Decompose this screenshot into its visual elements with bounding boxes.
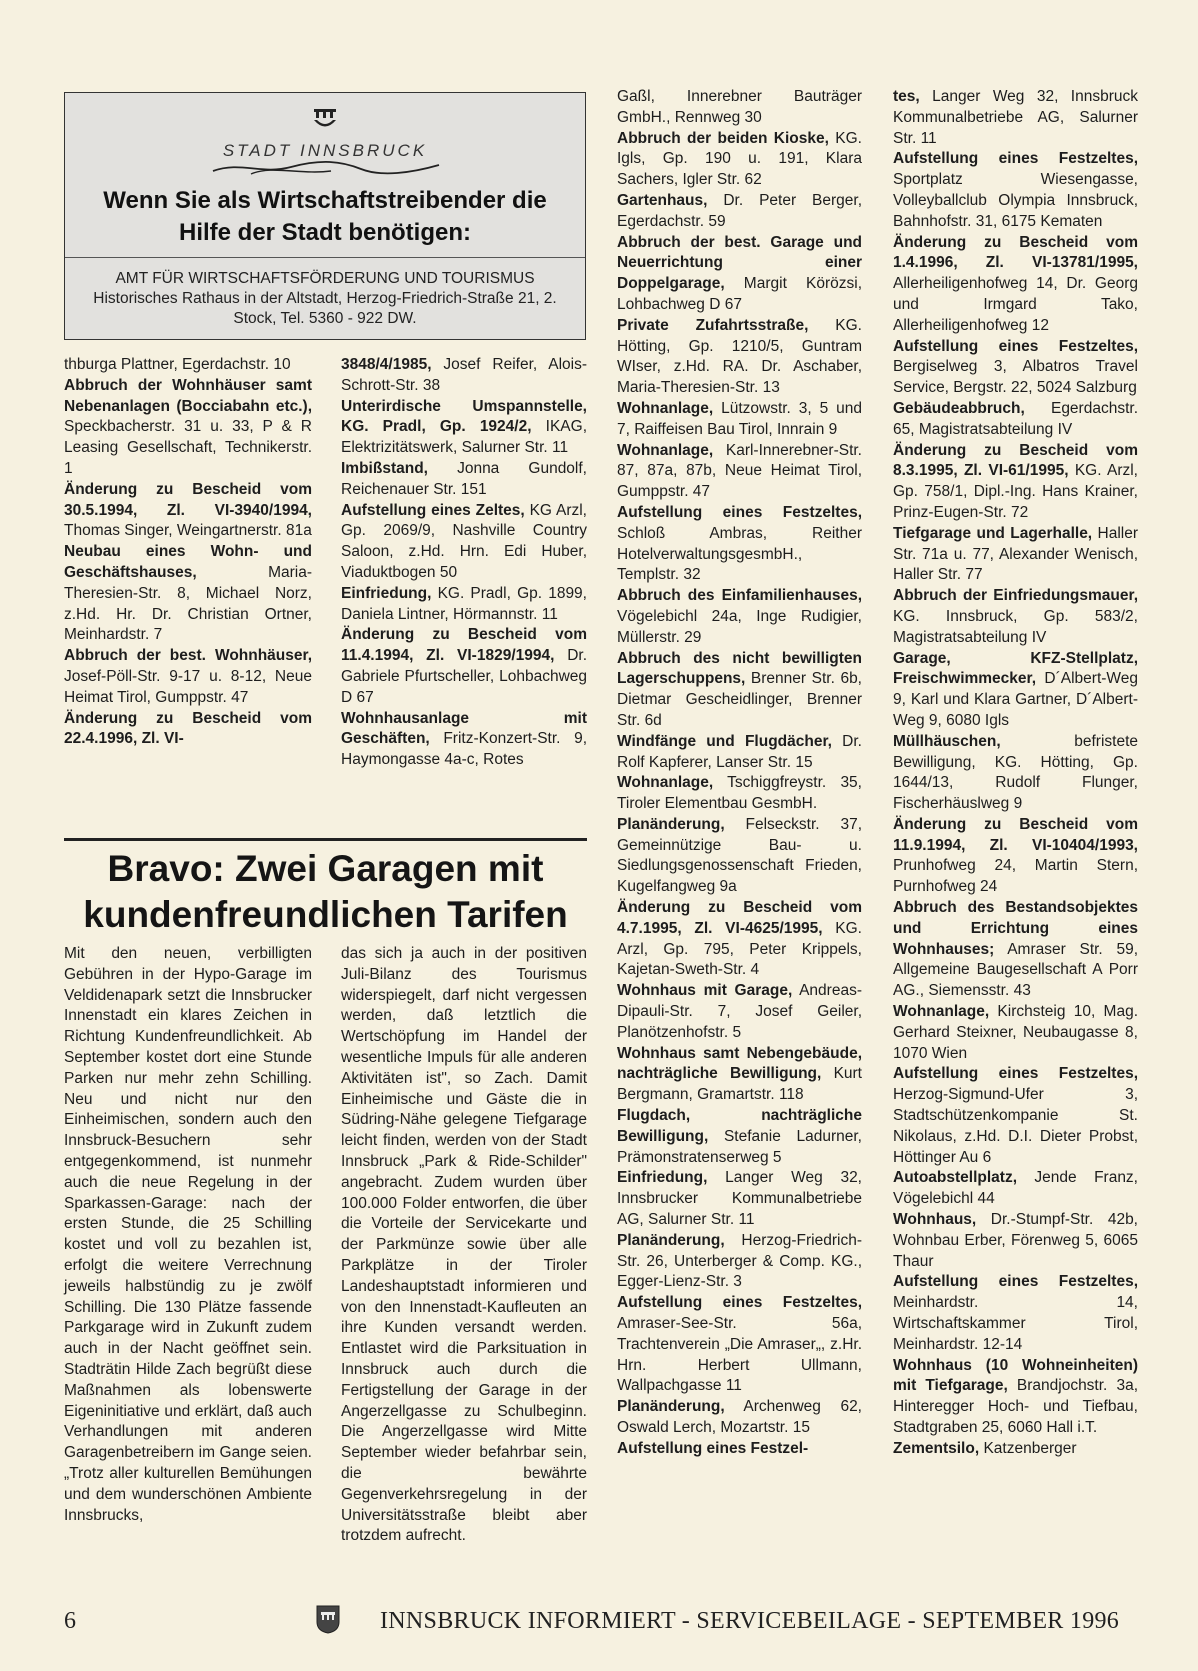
listing-title: Aufstellung eines Festzeltes, bbox=[893, 1065, 1138, 1083]
article-body-col1: Mit den neuen, verbilligten Gebühren in der Hypo-Garage im Veldidenapark setzt die Innsbrucker Innenstadt ein klares Zeichen in Richtung Kundenfreundlichkeit. Ab September kostet dort eine Stunde Parken nur mehr zehn Schilling. Neu und nicht nur den Einheimischen, sondern auch den Innsbruck-Besuchern sehr entgegenkommend, ist nunmehr auch die neue Regelung in der Sparkassen-Garage: nach der ersten Stunde, die 25 Schilling kostet und voll zu bezahlen ist, erfolgt die weitere Verrechnung jeweils halbstündig zu je zwölf Schilling. Die 130 Plätze fassende Parkgarage wird in Zukunft zudem auch in der Nacht geöffnet sein. Stadträtin Hilde Zach begrüßt diese Maßnahmen als lobenswerte Eigeninitiative und erklärt, daß auch Verhandlungen mit anderen Garagenbetreibern im Gange seien. „Trotz aller kulturellen Bemühungen und dem wunderschönen Ambiente Innsbrucks, bbox=[64, 945, 312, 1524]
listing-title: Aufstellung eines Festzel- bbox=[617, 1439, 809, 1457]
listing-title: Abbruch der Wohnhäuser samt Nebenanlagen (Bocciabahn etc.), bbox=[64, 376, 312, 415]
listing-details: Herzog-Sigmund-Ufer 3, Stadtschützenkompanie St. Nikolaus, z.Hd. D.I. Dieter Probst, Höttinger Au 6 bbox=[893, 1086, 1138, 1166]
listing-entry bbox=[617, 233, 862, 316]
listing-title: Wohnanlage, bbox=[617, 399, 714, 417]
listing-title: Wohnanlage, bbox=[617, 774, 714, 792]
advertisement-box bbox=[64, 92, 586, 340]
listing-entry bbox=[617, 1044, 862, 1106]
listing-title: Aufstellung eines Festzeltes, bbox=[893, 150, 1138, 168]
listing-title: Windfänge und Flugdächer, bbox=[617, 732, 832, 750]
article-body-col2: das sich ja auch in der positiven Juli-Bilanz des Tourismus widerspiegelt, darf nicht vergessen werden, daß letztlich die Wertschöpfung im Handel der wesentliche Impuls für alle anderen Aktivitäten ist", so Zach. Damit Einheimische und Gäste die in Südring-Nähe gelegene Tiefgarage leicht finden, werden von der Stadt Innsbruck „Park & Ride-Schilder" angebracht. Zudem wurden über 100.000 Folder entworfen, die über die Vorteile der Servicekarte und der Parkmünze sowie über alle Parkplätze in der Tiroler Landeshauptstadt informieren und von den Innenstadt-Kaufleuten an ihre Kunden versandt werden. Entlastet wird die Parksituation in Innsbruck auch durch die Fertigstellung der Garage in der Angerzellgasse zu Schulbeginn. Die Angerzellgasse wird Mitte September wieder befahrbar sein, die bewährte Gegenverkehrsregelung in der Universitätsstraße bleibt aber trotzdem aufrecht. bbox=[341, 945, 587, 1545]
listing-details: KG. Pradl, Gp. 1899, Daniela Lintner, Hörmannstr. 11 bbox=[341, 584, 587, 623]
listing-entry bbox=[341, 584, 587, 626]
advertisement-contact bbox=[75, 269, 575, 329]
listing-entry bbox=[341, 355, 587, 397]
listing-title: tes, bbox=[893, 88, 920, 105]
listing-entry bbox=[64, 480, 312, 542]
listing-title: Imbißstand, bbox=[341, 459, 428, 477]
listing-details: Karl-Innerebner-Str. 87, 87a, 87b, Neue Heimat Tirol, Gumppstr. 47 bbox=[617, 441, 862, 501]
listing-details: Fritz-Konzert-Str. 9, Haymongasse 4a-c, Rotes bbox=[341, 730, 587, 769]
listing-title: Müllhäuschen, bbox=[893, 732, 1001, 750]
listing-entry bbox=[64, 355, 312, 376]
listing-title: Wohnhaus mit Garage, bbox=[617, 982, 793, 1000]
listing-title: Tiefgarage und Lagerhalle, bbox=[893, 524, 1093, 542]
listing-details: Schloß Ambras, Reither HotelverwaltungsgesmbH., Templstr. 32 bbox=[617, 524, 862, 584]
listing-details: Margit Körözsi, Lohbachweg D 67 bbox=[617, 275, 862, 313]
listing-details: Kurt Bergmann, Gramartstr. 118 bbox=[617, 1065, 862, 1104]
listing-details: Dr. Rolf Kapferer, Lanser Str. 15 bbox=[617, 732, 862, 771]
listing-details: Josef-Pöll-Str. 9-17 u. 8-12, Neue Heimat Tirol, Gumppstr. 47 bbox=[64, 667, 312, 706]
listing-details: Herzog-Friedrich-Str. 26, Unterberger & Comp. KG., Egger-Lienz-Str. 3 bbox=[617, 1231, 862, 1291]
listing-details: Amraser-See-Str. 56a, Trachtenverein „Die Amraser„, z.Hr. Hrn. Herbert Ullmann, Wallpachgasse 11 bbox=[617, 1315, 862, 1395]
listing-entry bbox=[893, 1064, 1138, 1168]
listing-entry bbox=[893, 337, 1138, 399]
listing-details: thburga Plattner, Egerdachstr. 10 bbox=[64, 356, 291, 373]
listing-title: Wohnanlage, bbox=[617, 441, 714, 459]
column-listings-2 bbox=[341, 355, 587, 771]
footer-title: INNSBRUCK INFORMIERT - SERVICEBEILAGE - SEPTEMBER 1996 bbox=[380, 1608, 1120, 1634]
listing-entry bbox=[617, 649, 862, 732]
listing-details: Tschiggfreystr. 35, Tiroler Elementbau GesmbH. bbox=[617, 774, 862, 813]
listing-title: Zementsilo, bbox=[893, 1439, 980, 1457]
column-listings-1 bbox=[64, 355, 312, 750]
listing-title: Wohnhaus, bbox=[893, 1211, 977, 1229]
listing-entry bbox=[893, 399, 1138, 441]
page-number: 6 bbox=[64, 1608, 76, 1634]
listing-details: Brandjochstr. 3a, Hinteregger Hoch- und Tiefbau, Stadtgraben 25, 6060 Hall i.T. bbox=[893, 1377, 1139, 1436]
listing-details: Meinhardstr. 14, Wirtschaftskammer Tirol, Meinhardstr. 12-14 bbox=[893, 1294, 1138, 1353]
listing-entry bbox=[64, 542, 312, 646]
listing-details: Josef Reifer, Alois-Schrott-Str. 38 bbox=[341, 356, 587, 394]
listing-title: Aufstellung eines Festzeltes, bbox=[617, 1294, 862, 1312]
listing-entry bbox=[617, 399, 862, 441]
river-wave-icon bbox=[211, 159, 441, 177]
listing-details: Archenweg 62, Oswald Lerch, Mozartstr. 15 bbox=[617, 1398, 862, 1436]
listing-entry bbox=[617, 316, 862, 399]
listing-title: Wohnhausanlage mit Geschäften, bbox=[341, 709, 587, 748]
listing-title: Abbruch des Bestandsobjektes und Errichtung eines Wohnhauses; bbox=[893, 899, 1138, 958]
listing-title: Änderung zu Bescheid vom 22.4.1996, Zl. VI- bbox=[64, 709, 312, 748]
listing-title: Wohnhaus samt Nebengebäude, nachträgliche Bewilligung, bbox=[617, 1044, 862, 1083]
listing-details: Jonna Gundolf, Reichenauer Str. 151 bbox=[341, 459, 587, 498]
listing-entry bbox=[617, 981, 862, 1043]
listing-title: Garage, KFZ-Stellplatz, Freischwimmecker, bbox=[893, 649, 1138, 688]
listing-details: IKAG, Elektrizitätswerk, Salurner Str. 11 bbox=[341, 418, 587, 457]
listing-title: Änderung zu Bescheid vom 11.9.1994, Zl. VI-10404/1993, bbox=[893, 815, 1138, 854]
listing-entry bbox=[617, 503, 862, 586]
listing-title: Änderung zu Bescheid vom 4.7.1995, Zl. VI-4625/1995, bbox=[617, 899, 862, 937]
listing-entry bbox=[893, 233, 1138, 337]
listing-title: Flugdach, nachträgliche Bewilligung, bbox=[617, 1107, 862, 1145]
advertisement-title: Wenn Sie als Wirtschaftstreibender die Hilfe der Stadt benötigen: bbox=[103, 187, 547, 246]
listing-entry bbox=[341, 709, 587, 771]
listing-entry bbox=[893, 1356, 1138, 1439]
listing-entry bbox=[617, 1106, 862, 1168]
listing-entry bbox=[893, 732, 1138, 815]
listing-details: Langer Weg 32, Innsbrucker Kommunalbetriebe AG, Salurner Str. 11 bbox=[617, 1169, 862, 1229]
listing-details: befristete Bewilligung, KG. Hötting, Gp. 1644/13, Rudolf Flunger, Fischerhäuslweg 9 bbox=[893, 732, 1138, 813]
listing-entry bbox=[893, 586, 1138, 648]
listing-details: Felseckstr. 37, Gemeinnützige Bau- u. Siedlungsgenossenschaft Frieden, Kugelfangweg 9a bbox=[617, 815, 862, 896]
listing-entry bbox=[341, 459, 587, 501]
listing-title: Änderung zu Bescheid vom 30.5.1994, Zl. VI-3940/1994, bbox=[64, 480, 312, 519]
listing-entry bbox=[617, 129, 862, 191]
listing-title: Planänderung, bbox=[617, 1398, 725, 1416]
listing-details: KG. Arzl, Gp. 795, Peter Krippels, Kajetan-Sweth-Str. 4 bbox=[617, 919, 862, 979]
listing-entry bbox=[341, 397, 587, 459]
listing-title: Abbruch der Einfriedungsmauer, bbox=[893, 587, 1138, 605]
listing-title: Neubau eines Wohn- und Geschäftshauses, bbox=[64, 543, 312, 581]
listing-details: Sportplatz Wiesengasse, Volleyballclub Olympia Innsbruck, Bahnhofstr. 31, 6175 Kematen bbox=[893, 171, 1138, 230]
listing-details: Bergiselweg 3, Albatros Travel Service, Bergstr. 22, 5024 Salzburg bbox=[893, 358, 1138, 397]
listing-details: Dr.-Stumpf-Str. 42b, Wohnbau Erber, Förenweg 5, 6065 Thaur bbox=[893, 1211, 1138, 1270]
listing-entry bbox=[893, 1272, 1138, 1355]
listing-details: Lützowstr. 3, 5 und 7, Raiffeisen Bau Tirol, Innrain 9 bbox=[617, 399, 862, 438]
listing-entry bbox=[617, 1231, 862, 1293]
listing-entry bbox=[893, 87, 1138, 149]
article-headline: Bravo: Zwei Garagen mit kundenfreundlichen Tarifen bbox=[83, 848, 568, 935]
listing-entry bbox=[893, 649, 1138, 732]
listing-details: Jende Franz, Vögelebichl 44 bbox=[893, 1169, 1138, 1208]
listing-entry bbox=[617, 1397, 862, 1439]
listing-title: Planänderung, bbox=[617, 815, 725, 833]
listing-title: Abbruch der best. Wohnhäuser, bbox=[64, 647, 312, 665]
listing-details: KG. Arzl, Gp. 758/1, Dipl.-Ing. Hans Krainer, Prinz-Eugen-Str. 72 bbox=[893, 462, 1138, 521]
listing-entry bbox=[893, 1002, 1138, 1064]
listing-details: Katzenberger bbox=[979, 1439, 1077, 1457]
listing-details: KG. Innsbruck, Gp. 583/2, Magistratsabteilung IV bbox=[893, 607, 1138, 646]
listing-title: Aufstellung eines Festzeltes, bbox=[893, 1273, 1138, 1291]
listing-details: KG Arzl, Gp. 2069/9, Nashville Country Saloon, z.Hd. Hrn. Edi Huber, Viaduktbogen 50 bbox=[341, 501, 587, 581]
listing-entry bbox=[617, 87, 862, 129]
listing-title: Aufstellung eines Festzeltes, bbox=[617, 503, 862, 521]
listing-title: Änderung zu Bescheid vom 11.4.1994, Zl. VI-1829/1994, bbox=[341, 626, 587, 665]
city-crest-icon bbox=[311, 107, 339, 131]
listing-details: Kirchsteig 10, Mag. Gerhard Steixner, Neubaugasse 8, 1070 Wien bbox=[893, 1003, 1138, 1062]
listing-title: 3848/4/1985, bbox=[341, 356, 432, 373]
listing-entry bbox=[893, 149, 1138, 232]
listing-details: Langer Weg 32, Innsbruck Kommunalbetriebe AG, Salurner Str. 11 bbox=[893, 88, 1138, 147]
listing-title: Planänderung, bbox=[617, 1231, 725, 1249]
listing-title: Wohnhaus (10 Wohneinheiten) mit Tiefgarage, bbox=[893, 1356, 1138, 1395]
listing-entry bbox=[893, 898, 1138, 1002]
listing-details: Egerdachstr. 65, Magistratsabteilung IV bbox=[893, 399, 1138, 438]
listing-title: Private Zufahrtsstraße, bbox=[617, 316, 809, 334]
listing-title: Gartenhaus, bbox=[617, 191, 708, 209]
listing-entry bbox=[341, 625, 587, 708]
listing-details: Brenner Str. 6b, Dietmar Gescheidlinger, Brenner Str. 6d bbox=[617, 670, 862, 729]
listing-title: Abbruch des Einfamilienhauses, bbox=[617, 587, 862, 605]
listing-entry bbox=[64, 646, 312, 708]
divider bbox=[65, 257, 585, 258]
listing-entry bbox=[893, 524, 1138, 586]
listing-entry bbox=[617, 1168, 862, 1230]
listing-title: Abbruch der best. Garage und Neuerrichtung einer Doppelgarage, bbox=[617, 233, 862, 293]
listing-details: KG. Hötting, Gp. 1210/5, Guntram WIser, z.Hd. RA. Dr. Aschaber, Maria-Theresien-Str. 13 bbox=[617, 316, 862, 397]
listing-entry bbox=[893, 1210, 1138, 1272]
listing-title: Wohnanlage, bbox=[893, 1003, 990, 1021]
listing-details: Allerheiligenhofweg 14, Dr. Georg und Irmgard Tako, Allerheiligenhofweg 12 bbox=[893, 275, 1138, 334]
listing-entry bbox=[893, 1439, 1138, 1460]
listing-details: Maria-Theresien-Str. 8, Michael Norz, z.Hd. Hr. Dr. Christian Ortner, Meinhardstr. 7 bbox=[64, 563, 312, 644]
column-listings-4 bbox=[893, 87, 1138, 1460]
listing-title: Abbruch der beiden Kioske, bbox=[617, 129, 829, 147]
listing-title: Änderung zu Bescheid vom 8.3.1995, Zl. VI-61/1995, bbox=[893, 441, 1138, 480]
listing-entry bbox=[893, 815, 1138, 898]
listing-entry bbox=[617, 773, 862, 815]
listing-details: Vögelebichl 24a, Inge Rudigier, Müllerstr. 29 bbox=[617, 607, 862, 646]
listing-entry bbox=[893, 1168, 1138, 1210]
listing-title: Autoabstellplatz, bbox=[893, 1169, 1018, 1187]
listing-entry bbox=[341, 501, 587, 584]
listing-title: Abbruch des nicht bewilligten Lagerschuppens, bbox=[617, 649, 862, 688]
listing-details: Speckbacherstr. 31 u. 33, P & R Leasing Gesellschaft, Technikerstr. 1 bbox=[64, 418, 312, 477]
listing-entry bbox=[617, 441, 862, 503]
listing-details: KG. Igls, Gp. 190 u. 191, Klara Sachers, Igler Str. 62 bbox=[617, 129, 862, 189]
listing-entry bbox=[617, 191, 862, 233]
listing-entry bbox=[617, 1293, 862, 1397]
listing-entry bbox=[617, 898, 862, 981]
listing-entry bbox=[617, 586, 862, 648]
listing-entry bbox=[617, 732, 862, 774]
headline-rule bbox=[64, 838, 587, 841]
listing-details: Stefanie Ladurner, Prämonstratenserweg 5 bbox=[617, 1127, 862, 1166]
listing-details: Prunhofweg 24, Martin Stern, Purnhofweg 24 bbox=[893, 857, 1138, 896]
listing-title: Gebäudeabbruch, bbox=[893, 399, 1025, 417]
listing-entry bbox=[617, 1439, 862, 1460]
listing-title: Aufstellung eines Festzeltes, bbox=[893, 337, 1138, 355]
office-address: Historisches Rathaus in der Altstadt, Herzog-Friedrich-Straße 21, 2. Stock, Tel. 5360 - 922 DW. bbox=[93, 290, 557, 327]
office-name: AMT FÜR WIRTSCHAFTSFÖRDERUNG UND TOURISMUS bbox=[115, 270, 535, 287]
listing-details: D´Albert-Weg 9, Karl und Klara Gartner, D´Albert-Weg 9, 6080 Igls bbox=[893, 670, 1138, 729]
listing-entry bbox=[64, 709, 312, 751]
city-crest-icon bbox=[315, 1604, 341, 1634]
listing-details: Gaßl, Innerebner Bauträger GmbH., Rennweg 30 bbox=[617, 88, 862, 126]
column-listings-3 bbox=[617, 87, 862, 1460]
city-label: STADT INNSBRUCK bbox=[222, 141, 428, 160]
listing-entry bbox=[64, 376, 312, 480]
listing-title: Einfriedung, bbox=[617, 1169, 708, 1187]
listing-details: Dr. Gabriele Pfurtscheller, Lohbachweg D 67 bbox=[341, 647, 587, 706]
listing-details: Dr. Peter Berger, Egerdachstr. 59 bbox=[617, 191, 862, 230]
listing-title: Einfriedung, bbox=[341, 584, 432, 602]
listing-title: Änderung zu Bescheid vom 1.4.1996, Zl. VI-13781/1995, bbox=[893, 233, 1138, 272]
listing-details: Thomas Singer, Weingartnerstr. 81a bbox=[64, 522, 312, 540]
listing-entry bbox=[893, 441, 1138, 524]
listing-entry bbox=[617, 815, 862, 898]
listing-details: Andreas-Dipauli-Str. 7, Josef Geiler, Planötzenhofstr. 5 bbox=[617, 982, 862, 1041]
listing-title: Aufstellung eines Zeltes, bbox=[341, 501, 525, 519]
listing-details: Amraser Str. 59, Allgemeine Baugesellschaft A Porr AG., Siemensstr. 43 bbox=[893, 940, 1138, 1000]
listing-title: Unterirdische Umspannstelle, KG. Pradl, Gp. 1924/2, bbox=[341, 397, 587, 436]
listing-details: Haller Str. 71a u. 77, Alexander Wenisch, Haller Str. 77 bbox=[893, 524, 1138, 584]
